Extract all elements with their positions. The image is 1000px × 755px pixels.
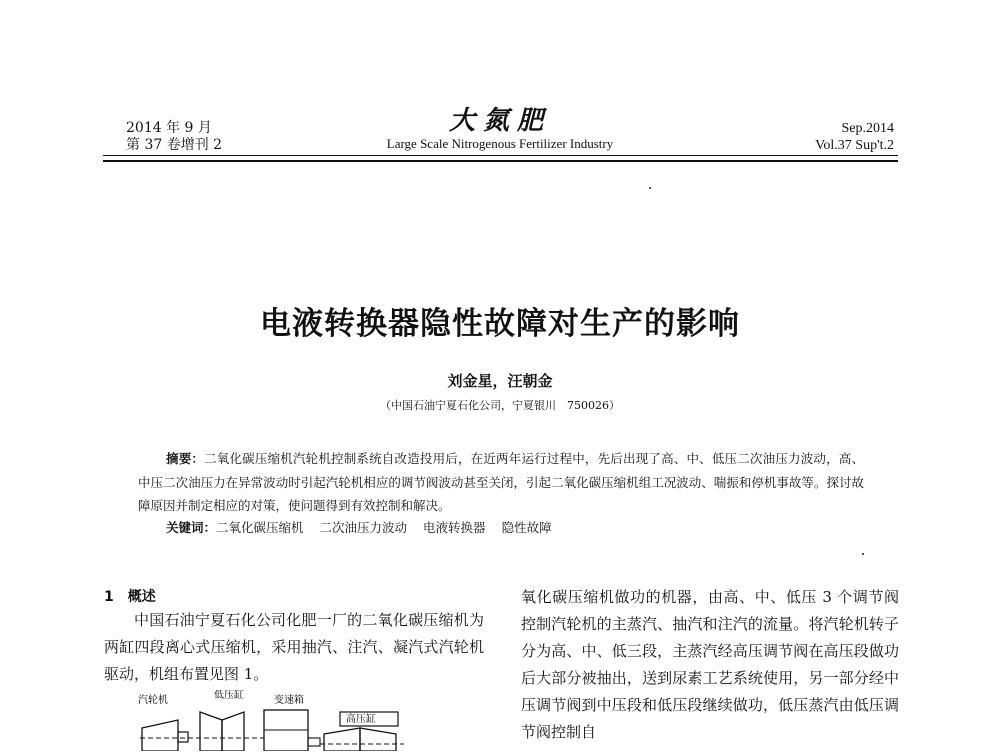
scan-speck: [862, 553, 864, 555]
keyword: 二氧化碳压缩机: [216, 520, 304, 535]
paper-title: 电液转换器隐性故障对生产的影响: [260, 306, 740, 342]
lp-cylinder-shape: [200, 712, 222, 751]
body-right-column: 氧化碳压缩机做功的机器，由高、中、低压 3 个调节阀控制汽轮机的主蒸汽、抽汽和注汽的流量。将汽轮机转子分为高、中、低三段，主蒸汽经高压调节阀在高压段做功后大部分被抽出，送到尿素工艺系统使用，另一部分经中压调节阀到中压段和低压段继续做功，低压蒸汽由低压调节阀控制自: [521, 588, 899, 741]
volume-cn: 第 37 卷增刊 2: [126, 137, 223, 153]
figure-label-lp-cylinder: 低压缸: [214, 690, 244, 701]
keyword: 二次油压力波动: [319, 520, 408, 535]
header-center: [360, 106, 640, 152]
keyword: 电液转换器: [423, 520, 486, 535]
abstract-text: 二氧化碳压缩机汽轮机控制系统自改造投用后，在近两年运行过程中，先后出现了高、中、低压二次油压力波动，高、中压二次油压力在异常波动时引起汽轮机相应的调节阀波动甚至关闭，引起二氧化碳压缩机组工况波动、喘振和停机事故等。探讨故障原因并制定相应的对策，使问题得到有效控制和解决。: [138, 451, 864, 513]
header-rule-thick: [103, 160, 898, 162]
coupling: [308, 738, 320, 746]
issue-date-cn: 2014 年 9 月: [126, 120, 212, 136]
unit-layout-diagram: [134, 690, 434, 751]
hp-cylinder-shape: [360, 728, 396, 751]
scan-speck: [649, 187, 651, 189]
figure-label-hp-cylinder: 高压缸: [346, 714, 376, 725]
abstract-label: 摘要：: [166, 451, 205, 466]
turbine-shape: [142, 720, 178, 751]
paper-authors: 刘金星，汪朝金: [447, 372, 553, 390]
issue-date-en: Sep.2014: [841, 121, 894, 136]
hp-cylinder-shape: [324, 728, 360, 751]
figure-label-turbine: 汽轮机: [138, 695, 168, 706]
figure-label-gearbox: 变速箱: [274, 695, 304, 706]
header-right: [815, 120, 894, 154]
journal-name-en: Large Scale Nitrogenous Fertilizer Industry: [386, 136, 614, 151]
header-left: [126, 120, 222, 154]
section-heading: 1 概述: [104, 589, 156, 605]
keywords: [166, 518, 568, 538]
journal-logo: 大氮肥: [448, 106, 551, 136]
header-rule-thin: [103, 155, 898, 156]
volume-en: Vol.37 Sup't.2: [815, 138, 894, 153]
keyword: 隐性故障: [501, 520, 552, 535]
body-left-column: 中国石油宁夏石化公司化肥一厂的二氧化碳压缩机为两缸四段离心式压缩机，采用抽汽、注汽、凝汽式汽轮机驱动，机组布置见图 1。: [104, 611, 484, 683]
paper-affiliation: （中国石油宁夏石化公司，宁夏银川 750026）: [380, 399, 620, 412]
figure-1: [134, 690, 434, 751]
coupling: [178, 732, 188, 742]
keywords-label: 关键词：: [166, 520, 217, 535]
lp-cylinder-shape: [222, 712, 244, 751]
abstract: [138, 447, 864, 518]
